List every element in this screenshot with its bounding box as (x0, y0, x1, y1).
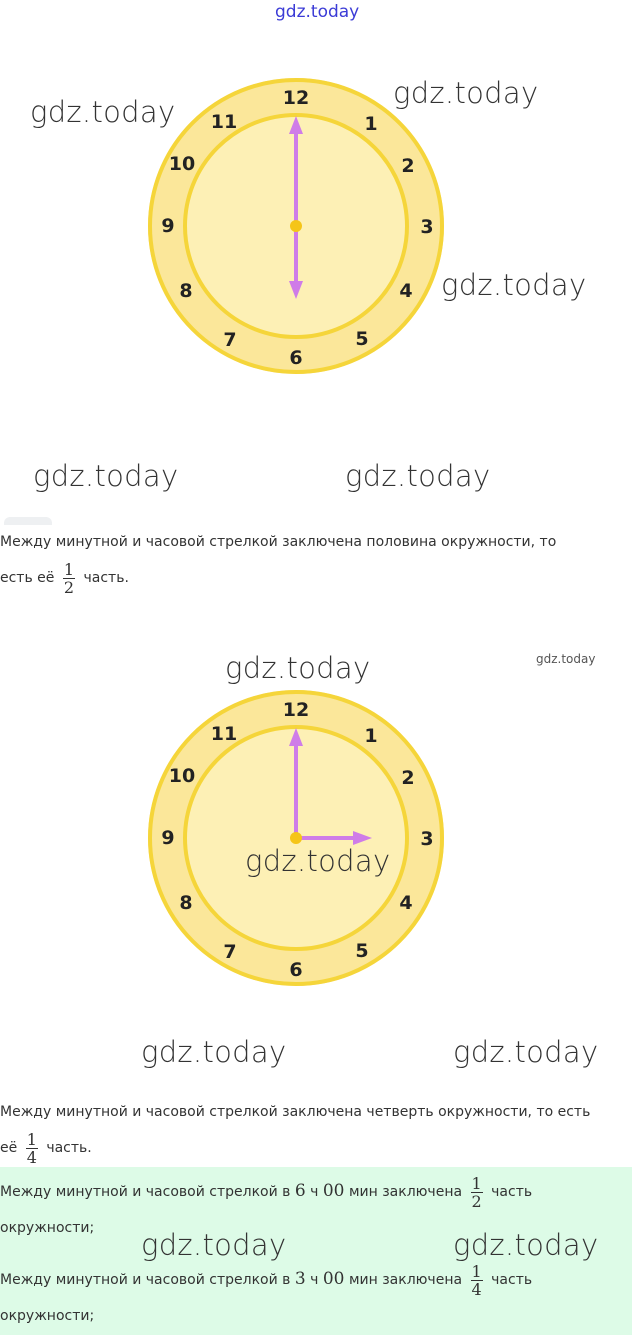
fraction: $\frac{1}{2}$ (63, 559, 75, 597)
clock-number: 6 (289, 347, 303, 369)
watermark: gdz.today (141, 1035, 287, 1069)
fraction: $\frac{1}{4}$ (26, 1129, 37, 1167)
clock-six-oclock (146, 76, 446, 376)
clock-number: 10 (168, 153, 196, 175)
fraction: $\frac{1}{4}$ (471, 1261, 482, 1299)
clock-number: 12 (282, 87, 310, 109)
watermark: gdz.today (30, 95, 176, 129)
explanation-2: Между минутной и часовой стрелкой заключена четверть окружности, то есть её $\frac{1}{4}$ часть. (0, 1104, 591, 1167)
clock-number: 8 (179, 892, 193, 914)
watermark: gdz.today (225, 651, 371, 685)
clock-number: 12 (282, 699, 310, 721)
clock-number: 5 (355, 328, 369, 350)
clock-number: 3 (420, 828, 434, 850)
watermark-top: gdz.today (275, 2, 360, 22)
clock-number: 11 (210, 111, 238, 133)
clock-number: 4 (399, 892, 413, 914)
clock-center (290, 220, 302, 232)
answer-line-1: Между минутной и часовой стрелкой в 6 ч 00 мин заключена $\frac{1}{2}$ часть окружности; (0, 1173, 533, 1236)
clock-number: 6 (289, 959, 303, 981)
clock-number: 2 (401, 155, 415, 177)
clock-number: 3 (420, 216, 434, 238)
clock-number: 7 (223, 329, 237, 351)
clock-number: 7 (223, 941, 237, 963)
explanation-1: Между минутной и часовой стрелкой заключена половина окружности, то есть её $\frac{1}{2}$ часть. (0, 534, 557, 597)
clock-number: 8 (179, 280, 193, 302)
clock-number: 1 (364, 113, 378, 135)
clock-number: 9 (161, 827, 175, 849)
clock-number: 4 (399, 280, 413, 302)
watermark: gdz.today (453, 1035, 599, 1069)
clock-number: 11 (210, 723, 238, 745)
clock-number: 9 (161, 215, 175, 237)
watermark: gdz.today (441, 268, 587, 302)
clock-center (290, 832, 302, 844)
answer-line-2: Между минутной и часовой стрелкой в 3 ч 00 мин заключена $\frac{1}{4}$ часть окружности; (0, 1261, 533, 1324)
watermark: gdz.today (453, 1228, 599, 1262)
watermark: gdz.today (141, 1228, 287, 1262)
watermark: gdz.today (393, 76, 539, 110)
clock-number: 1 (364, 725, 378, 747)
fraction: $\frac{1}{2}$ (471, 1173, 482, 1211)
clock-three-oclock (146, 688, 446, 988)
clock-number: 5 (355, 940, 369, 962)
clock-number: 10 (168, 765, 196, 787)
watermark: gdz.today (345, 459, 491, 493)
watermark: gdz.today (245, 844, 391, 878)
watermark: gdz.today (33, 459, 179, 493)
clock-number: 2 (401, 767, 415, 789)
watermark-small: gdz.today (536, 652, 596, 666)
